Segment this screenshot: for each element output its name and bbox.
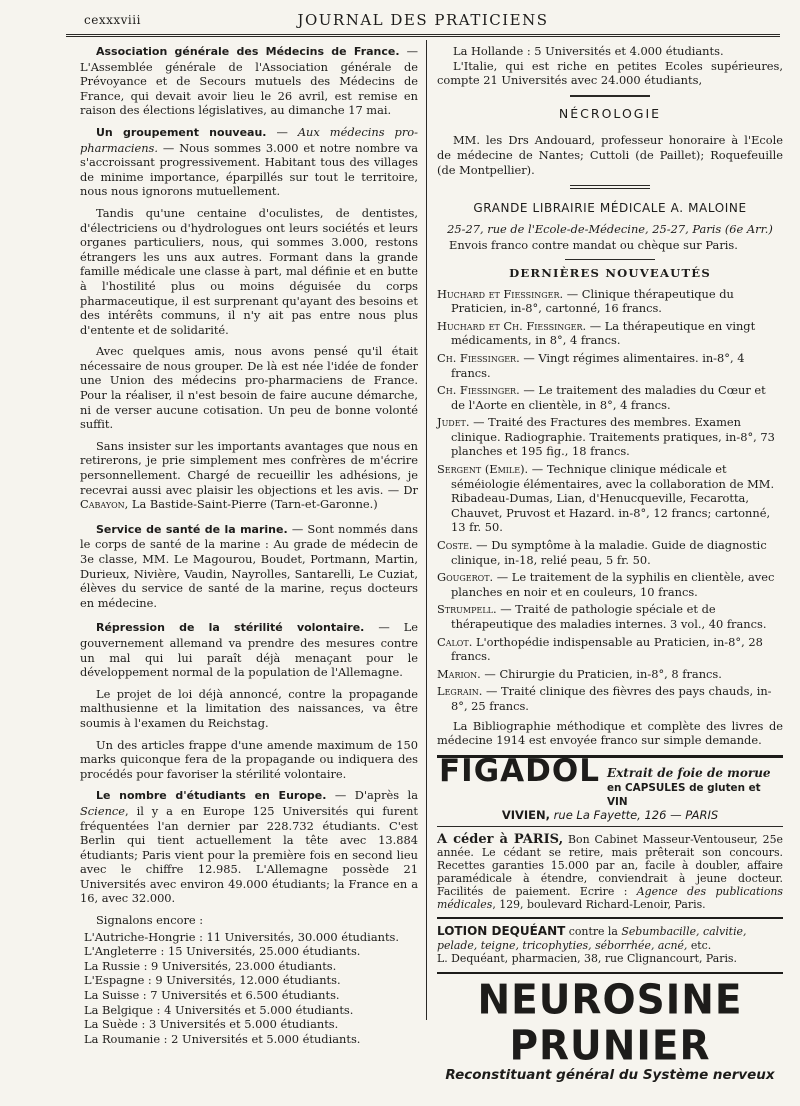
universities-list [80, 930, 418, 1047]
section-rule [570, 95, 650, 97]
list-item: Calot. L'orthopédie indispensable au Praticien, in-8°, 28 francs. [437, 634, 763, 664]
paragraph: Sans insister sur les importants avantages que nous en retirerons, je prie simplement mes confrères de m'écrire personnellement. Chargé de recueillir les adhésions, je recevrai aussi avec plaisir les objections et les avis. — Dr Cabayon, La Bastide-Saint-Pierre (Tarn-et-Garonne.) [80, 438, 418, 512]
section-rule [570, 185, 650, 189]
list-item: La Suisse : 7 Universités et 6.500 étudiants. [84, 988, 340, 1003]
list-item: Ch. Fiessinger. — Le traitement des maladies du Cœur et de l'Aorte en clientèle, in 8°, 4 francs. [437, 383, 766, 412]
list-item: La Russie : 9 Universités, 23.000 étudiants. [84, 958, 337, 973]
necrologie-text: MM. les Drs Andouard, professeur honoraire à l'Ecole de médecine de Nantes; Cuttoli (de Paillet); Roquefeuille (de Montpellier). [437, 133, 783, 177]
list-item: L'Angleterre : 15 Universités, 25.000 étudiants. [84, 944, 361, 959]
article-association: Association générale des Médecins de France. — L'Assemblée générale de l'Association générale de Prévoyance et de Secours mutuels des Médecins de France, qui devait avoir lieu le 26 avril, est remise en raison des élections législatives, au dimanche 17 mai. [80, 44, 418, 118]
left-column [80, 44, 418, 1046]
article-sterilite: Répression de la stérilité volontaire. — Le gouvernement allemand va prendre des mesures contre un mal qui lui paraît déjà menaçant pour le développement normal de la population de l'Allemagne. [80, 620, 418, 680]
heading-sterilite: Répression de la stérilité volontaire. [96, 621, 365, 635]
heading-association: Association générale des Médecins de France. [96, 45, 400, 58]
list-item: La Roumanie : 2 Universités et 5.000 étudiants. [84, 1031, 361, 1046]
list-item: La Belgique : 4 Universités et 5.000 étudiants. [84, 1002, 354, 1017]
figadol-tagline: Extrait de foie de morue [607, 765, 771, 780]
figadol-ad [437, 752, 783, 809]
section-rule [565, 259, 655, 260]
journal-title: JOURNAL DES PRATICIENS [297, 11, 549, 29]
neurosine-brand: NEUROSINE PRUNIER [477, 976, 743, 1070]
bibliographie-note: La Bibliographie méthodique et complète des livres de médecine 1914 est envoyée franco sur simple demande. [437, 718, 783, 748]
figadol-brand: FIGADOL [439, 752, 600, 789]
list-item: Huchard et Fiessinger. — Clinique thérapeutique du Praticien, in-8°, cartonné, 16 francs. [437, 286, 734, 316]
ad-rule [437, 826, 783, 827]
list-item: Sergent (Emile). — Technique clinique médicale et séméiologie élémentaires, avec la collaboration de MM. Ribadeau-Dumas, Lian, d'Henucqueville, Fecarotta, Chauvet, Pruvost et Hazard. in-8°, 12 francs; cartonné, 13 fr. 50. [437, 462, 775, 535]
paragraph: Signalons encore : [96, 913, 204, 928]
column-divider [426, 40, 427, 1020]
list-item: Huchard et Ch. Fiessinger. — La thérapeutique en vingt médicaments, in 8°, 4 francs. [437, 318, 756, 348]
ceder-ad: A céder à PARIS, Bon Cabinet Masseur-Ventouseur, 25e année. Le cédant se retire, mais prêterait son concours. Recettes garanties 15.000 par an, facile à doubler, affaire paramédicale à étendre, conviendrait à jeune docteur. Facilités de paiement. Ecrire : Agence des publications médicales, 129, boulevard Richard-Lenoir, Paris. [437, 832, 783, 912]
list-item: Gougerot. — Le traitement de la syphilis en clientèle, avec planches en noir et en couleurs, 10 francs. [437, 570, 775, 599]
paragraph: Le projet de loi déjà annoncé, contre la propagande malthusienne et la limitation des naissances, va être soumis à l'examen du Reichstag. [80, 686, 418, 730]
figadol-address: VIVIEN, rue La Fayette, 126 — PARIS [501, 807, 719, 822]
paragraph: La Hollande : 5 Universités et 4.000 étudiants. [453, 44, 724, 58]
paragraph: Avec quelques amis, nous avons pensé qu'il était nécessaire de nous grouper. De là est née l'idée de fonder une Union des médecins pro-pharmaciens de France. Pour la réaliser, il n'est besoin de faire aucune démarche, ni de verser aucune cotisation. Un peu de bonne volonté suffit. [80, 344, 418, 432]
list-item: Marion. — Chirurgie du Praticien, in-8°, 8 francs. [437, 666, 722, 681]
librairie-envoi: Envois franco contre mandat ou chèque sur Paris. [449, 238, 738, 253]
right-column [437, 44, 783, 1082]
list-item: La Suède : 3 Universités et 5.000 étudiants. [84, 1017, 339, 1032]
books-list [437, 287, 783, 714]
page-folio: cexxxviii [84, 13, 141, 27]
list-item: Judet. — Traité des Fractures des membres. Examen clinique. Radiographie. Traitements pratiques, in-8°, 73 planches et 195 fig., 18 francs. [437, 415, 775, 459]
article-groupement: Un groupement nouveau. — Aux médecins pro-pharmaciens. — Nous sommes 3.000 et notre nombre va s'accroissant progressivement. Habitant tous des villages de minime importance, éparpillés sur tout le territoire, nous nous ignorons mutuellement. [80, 124, 418, 199]
lotion-ad: LOTION DEQUÉANT contre la Sebumbacille, calvitie, pelade, teigne, tricophyties, séborrhée, acné, etc. L. Dequéant, pharmacien, 38, rue Clignancourt, Paris. [437, 924, 747, 966]
page-header [66, 10, 780, 35]
signature-name: Cabayon [80, 497, 125, 512]
neurosine-tagline: Reconstituant général du Système nerveux [445, 1066, 775, 1083]
lotion-brand: LOTION DEQUÉANT [437, 924, 566, 939]
figadol-capsules: en CAPSULES de gluten et VIN [607, 781, 761, 809]
list-item: Coste. — Du symptôme à la maladie. Guide de diagnostic clinique, in-18, relié peau, 5 fr. 50. [437, 538, 767, 567]
ad-rule [437, 972, 783, 974]
list-item: L'Espagne : 9 Universités, 12.000 étudiants. [84, 973, 341, 988]
list-item: Legrain. — Traité clinique des fièvres des pays chauds, in-8°, 25 francs. [437, 684, 772, 713]
necrologie-title: NÉCROLOGIE [558, 105, 662, 121]
nouveautes-title: DERNIÈRES NOUVEAUTÉS [509, 265, 711, 280]
heading-groupement: Un groupement nouveau. [96, 125, 267, 139]
librairie-address: 25-27, rue de l'Ecole-de-Médecine, 25-27, Paris (6e Arr.) [447, 221, 773, 236]
ad-rule [437, 917, 783, 919]
heading-etudiants: Le nombre d'étudiants en Europe. [96, 789, 327, 803]
list-item: L'Autriche-Hongrie : 11 Universités, 30.000 étudiants. [84, 929, 400, 944]
article-marine: Service de santé de la marine. — Sont nommés dans le corps de santé de la marine : Au grade de médecin de 3e classe, MM. Le Magourou, Boudet, Portmann, Martin, Durieux, Nivière, Vaudin, Nayrolles, Santarelli, Le Cuziat, élèves du service de santé de la marine, reçus docteurs en médecine. [80, 521, 418, 610]
librairie-title: GRANDE LIBRAIRIE MÉDICALE A. MALOINE [473, 201, 747, 216]
list-item: Ch. Fiessinger. — Vingt régimes alimentaires. in-8°, 4 francs. [437, 350, 745, 380]
paragraph: Un des articles frappe d'une amende maximum de 150 marks quiconque fera de la propagande ou indiquera des procédés pour favoriser la stérilité volontaire. [80, 737, 418, 781]
header-rule [66, 36, 780, 37]
article-etudiants: Le nombre d'étudiants en Europe. — D'après la Science, il y a en Europe 125 Universités qui furent fréquentées l'an dernier par 228.732 étudiants. C'est Berlin qui tient actuellement la tête avec 13.884 étudiants; Paris vient pour la première fois en second lieu avec le chiffre 12.985. L'Allemagne possède 21 Universités avec environ 49.000 étudiants; la France en a 16, avec 32.000. [80, 788, 418, 906]
list-item: Strumpell. — Traité de pathologie spéciale et de thérapeutique des maladies internes. 3 vol., 40 francs. [437, 602, 767, 631]
paragraph: Tandis qu'une centaine d'oculistes, de dentistes, d'électriciens ou d'hydrologues ont leurs sociétés et leurs organes particuliers, nous, qui sommes 3.000, restons étrangers les uns aux autres. Formant dans la grande famille médicale une classe à part, mal définie et en butte à l'hostilité plus ou moins déguisée du corps pharmaceutique, il est surprenant qu'ayant des besoins et des intérêts communs, il n'y ait pas entre nous plus d'entente et de solidarité. [80, 205, 418, 337]
paragraph: L'Italie, qui est riche en petites Ecoles supérieures, compte 21 Universités avec 24.000 étudiants, [437, 58, 783, 88]
heading-marine: Service de santé de la marine. [96, 522, 288, 536]
